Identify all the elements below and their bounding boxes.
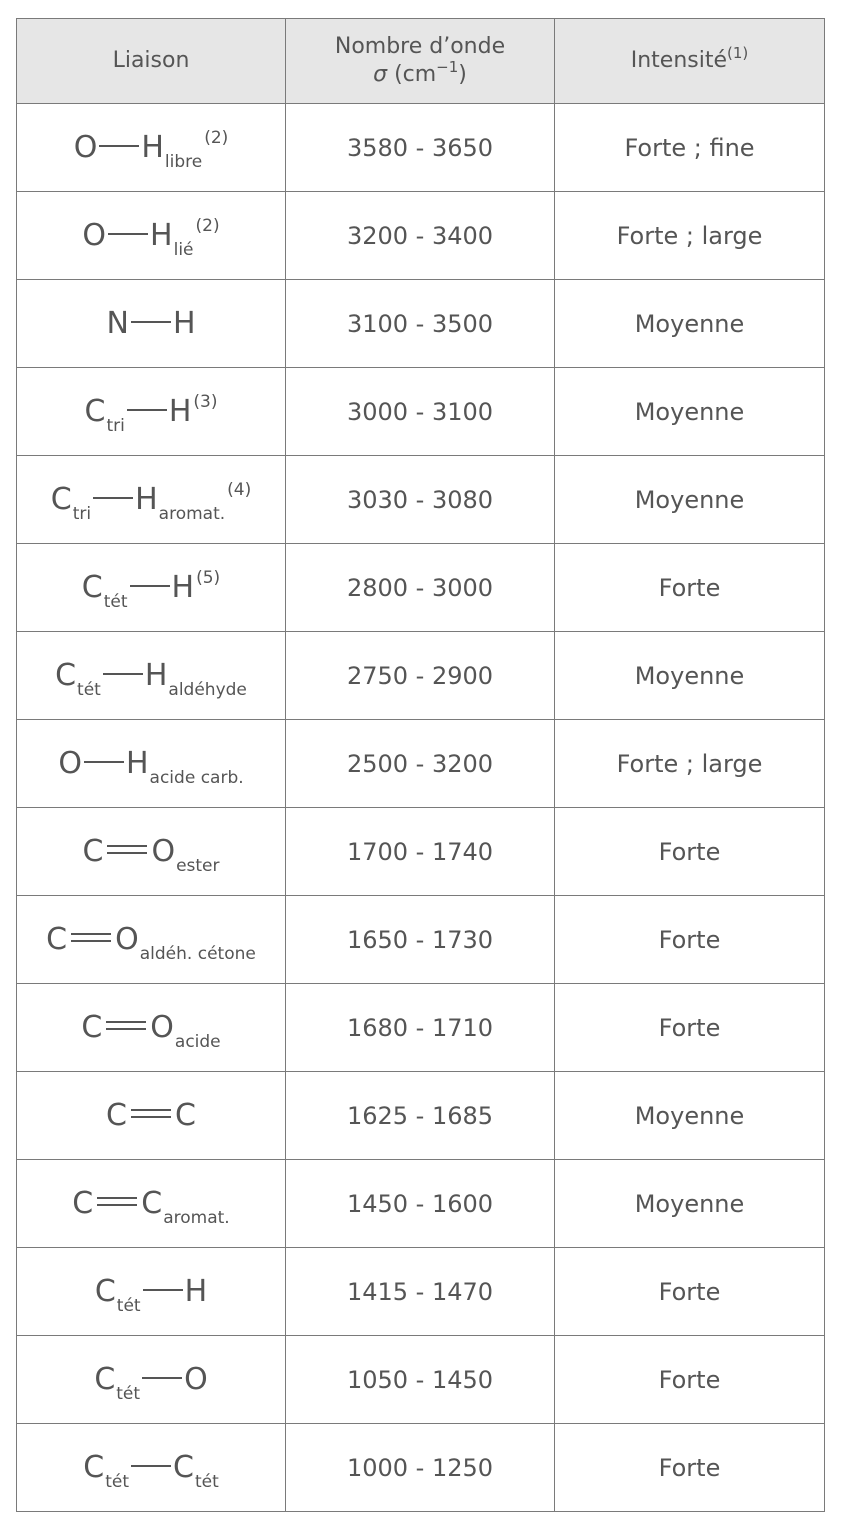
table-row (17, 1072, 825, 1160)
bond-formula (55, 658, 247, 700)
header-row (17, 19, 825, 104)
bond-formula (83, 1450, 219, 1492)
single-bond-line (84, 761, 124, 763)
atom-right-subscript: libre (164, 152, 203, 172)
bond-cell (17, 1160, 286, 1248)
atom-left: C (81, 1010, 103, 1045)
atom-right: C (141, 1186, 163, 1221)
atom-left-subscript: tri (106, 416, 125, 436)
atom-left: C (81, 570, 103, 605)
bond-cell (17, 456, 286, 544)
atom-left-subscript: tri (72, 504, 92, 524)
single-bond-line (131, 321, 171, 323)
sigma-symbol: σ (373, 61, 388, 87)
bond-cell (17, 280, 286, 368)
atom-right: H (184, 1274, 208, 1309)
wavenumber-cell: 1625 - 1685 (286, 1072, 555, 1160)
double-bond-line (106, 1021, 146, 1030)
wavenumber-cell: 2800 - 3000 (286, 544, 555, 632)
atom-right: C (175, 1098, 196, 1133)
bond-formula (72, 1186, 230, 1228)
bond-cell (17, 1072, 286, 1160)
intensity-cell: Moyenne (555, 456, 825, 544)
table-row (17, 984, 825, 1072)
intensity-cell: Forte (555, 544, 825, 632)
intensity-cell: Moyenne (555, 368, 825, 456)
bond-cell (17, 808, 286, 896)
atom-right: H (144, 658, 168, 693)
atom-right: O (150, 1010, 174, 1045)
double-bond-line (107, 845, 147, 854)
atom-left: C (50, 482, 72, 517)
atom-right-subscript: aromat. (163, 1208, 230, 1228)
intensity-cell: Forte (555, 1424, 825, 1512)
header-intensity-note: (1) (727, 43, 749, 62)
intensity-cell: Moyenne (555, 1160, 825, 1248)
table-row (17, 1424, 825, 1512)
atom-right: H (135, 482, 158, 517)
bond-cell (17, 632, 286, 720)
bond-formula (84, 392, 218, 436)
table-row (17, 192, 825, 280)
atom-right: H (125, 746, 149, 781)
atom-right-subscript: lié (173, 240, 194, 260)
table-header (17, 19, 825, 104)
single-bond-line (143, 1289, 183, 1291)
atom-left-subscript: tét (103, 592, 128, 612)
table-row (17, 368, 825, 456)
unit-close: ) (458, 61, 467, 87)
wavenumber-cell: 1050 - 1450 (286, 1336, 555, 1424)
atom-right: H (172, 306, 196, 341)
atom-left: C (82, 834, 104, 869)
bond-formula (94, 1362, 208, 1404)
atom-left: C (46, 922, 68, 957)
atom-left: C (84, 394, 106, 429)
atom-left: C (55, 658, 77, 693)
bond-formula (106, 306, 195, 341)
atom-left: C (72, 1186, 94, 1221)
bond-cell (17, 1336, 286, 1424)
atom-left: C (83, 1450, 105, 1485)
bond-cell (17, 984, 286, 1072)
intensity-cell: Moyenne (555, 1072, 825, 1160)
header-bond (17, 19, 286, 104)
atom-left: O (73, 130, 98, 165)
atom-right: H (141, 130, 164, 165)
atom-right: H (171, 570, 195, 605)
wavenumber-cell: 1415 - 1470 (286, 1248, 555, 1336)
wavenumber-cell: 3200 - 3400 (286, 192, 555, 280)
bond-cell (17, 544, 286, 632)
bond-formula (73, 128, 229, 172)
table-row (17, 808, 825, 896)
atom-left: O (82, 218, 107, 253)
intensity-cell: Forte ; large (555, 720, 825, 808)
bond-formula (106, 1098, 196, 1133)
single-bond-line (130, 585, 170, 587)
atom-right-subscript: acide (174, 1032, 221, 1052)
bond-formula (82, 216, 220, 260)
bond-formula (82, 834, 220, 876)
wavenumber-cell: 1700 - 1740 (286, 808, 555, 896)
atom-right: O (184, 1362, 208, 1397)
bond-cell (17, 192, 286, 280)
bond-cell (17, 1248, 286, 1336)
single-bond-line (108, 233, 148, 235)
atom-right-subscript: aromat. (158, 504, 226, 524)
bond-formula (46, 922, 256, 964)
atom-left-subscript: tét (105, 1472, 129, 1492)
bond-cell (17, 368, 286, 456)
footnote-marker: (2) (195, 216, 220, 236)
atom-right-subscript: aldéhyde (168, 680, 247, 700)
wavenumber-cell: 3030 - 3080 (286, 456, 555, 544)
footnote-marker: (5) (196, 568, 221, 588)
wavenumber-cell: 1450 - 1600 (286, 1160, 555, 1248)
atom-right-subscript: acide carb. (149, 768, 244, 788)
bond-formula (81, 1010, 221, 1052)
intensity-cell: Moyenne (555, 632, 825, 720)
header-wavenumber-unit (286, 57, 554, 90)
double-bond-line (131, 1109, 171, 1118)
intensity-cell: Forte (555, 984, 825, 1072)
atom-right: C (173, 1450, 194, 1485)
table-row (17, 1160, 825, 1248)
table-row (17, 104, 825, 192)
table-row (17, 456, 825, 544)
wavenumber-cell: 3100 - 3500 (286, 280, 555, 368)
single-bond-line (103, 673, 143, 675)
header-intensity (555, 19, 825, 104)
wavenumber-cell: 1650 - 1730 (286, 896, 555, 984)
wavenumber-cell: 3580 - 3650 (286, 104, 555, 192)
atom-right: H (150, 218, 173, 253)
footnote-marker: (4) (227, 480, 252, 500)
table-body (17, 104, 825, 1512)
intensity-cell: Forte (555, 1248, 825, 1336)
double-bond-line (71, 933, 111, 942)
footnote-marker: (3) (193, 392, 218, 412)
wavenumber-cell: 2750 - 2900 (286, 632, 555, 720)
intensity-cell: Forte (555, 896, 825, 984)
bond-cell (17, 104, 286, 192)
intensity-cell: Forte (555, 808, 825, 896)
table-row (17, 896, 825, 984)
atom-left: C (106, 1098, 127, 1133)
single-bond-line (93, 497, 133, 499)
atom-right: O (151, 834, 176, 869)
atom-right-subscript: aldéh. cétone (139, 944, 256, 964)
atom-left: C (94, 1362, 116, 1397)
header-bond-label: Liaison (112, 48, 190, 73)
atom-right-subscript: ester (176, 856, 220, 876)
atom-left-subscript: tét (77, 680, 101, 700)
bond-cell (17, 896, 286, 984)
unit-exponent: −1 (436, 57, 459, 76)
bond-formula (81, 568, 221, 612)
bond-formula (50, 480, 252, 524)
atom-left-subscript: tét (116, 1384, 141, 1404)
single-bond-line (127, 409, 167, 411)
table-row (17, 544, 825, 632)
wavenumber-cell: 1680 - 1710 (286, 984, 555, 1072)
bond-formula (94, 1274, 208, 1316)
intensity-cell: Moyenne (555, 280, 825, 368)
wavenumber-cell: 3000 - 3100 (286, 368, 555, 456)
table-row (17, 632, 825, 720)
intensity-cell: Forte (555, 1336, 825, 1424)
atom-left: C (94, 1274, 116, 1309)
atom-right-subscript: tét (194, 1472, 219, 1492)
single-bond-line (131, 1465, 171, 1467)
single-bond-line (142, 1377, 182, 1379)
atom-right: H (168, 394, 192, 429)
intensity-cell: Forte ; fine (555, 104, 825, 192)
header-wavenumber-label: Nombre d’onde (334, 33, 506, 59)
bond-formula (58, 746, 244, 788)
wavenumber-cell: 1000 - 1250 (286, 1424, 555, 1512)
atom-right: O (115, 922, 139, 957)
intensity-cell: Forte ; large (555, 192, 825, 280)
unit-open: (cm (394, 61, 437, 87)
atom-left-subscript: tét (116, 1296, 141, 1316)
bond-cell (17, 1424, 286, 1512)
wavenumber-cell: 2500 - 3200 (286, 720, 555, 808)
atom-left: O (58, 746, 82, 781)
table-row (17, 1248, 825, 1336)
bond-cell (17, 720, 286, 808)
header-intensity-label: Intensité (630, 47, 728, 73)
table-row (17, 720, 825, 808)
footnote-marker: (2) (204, 128, 229, 148)
single-bond-line (99, 145, 139, 147)
ir-absorption-table (16, 18, 825, 1512)
table-row (17, 1336, 825, 1424)
double-bond-line (97, 1197, 137, 1206)
header-wavenumber (286, 19, 555, 104)
table-row (17, 280, 825, 368)
atom-left: N (106, 306, 129, 341)
